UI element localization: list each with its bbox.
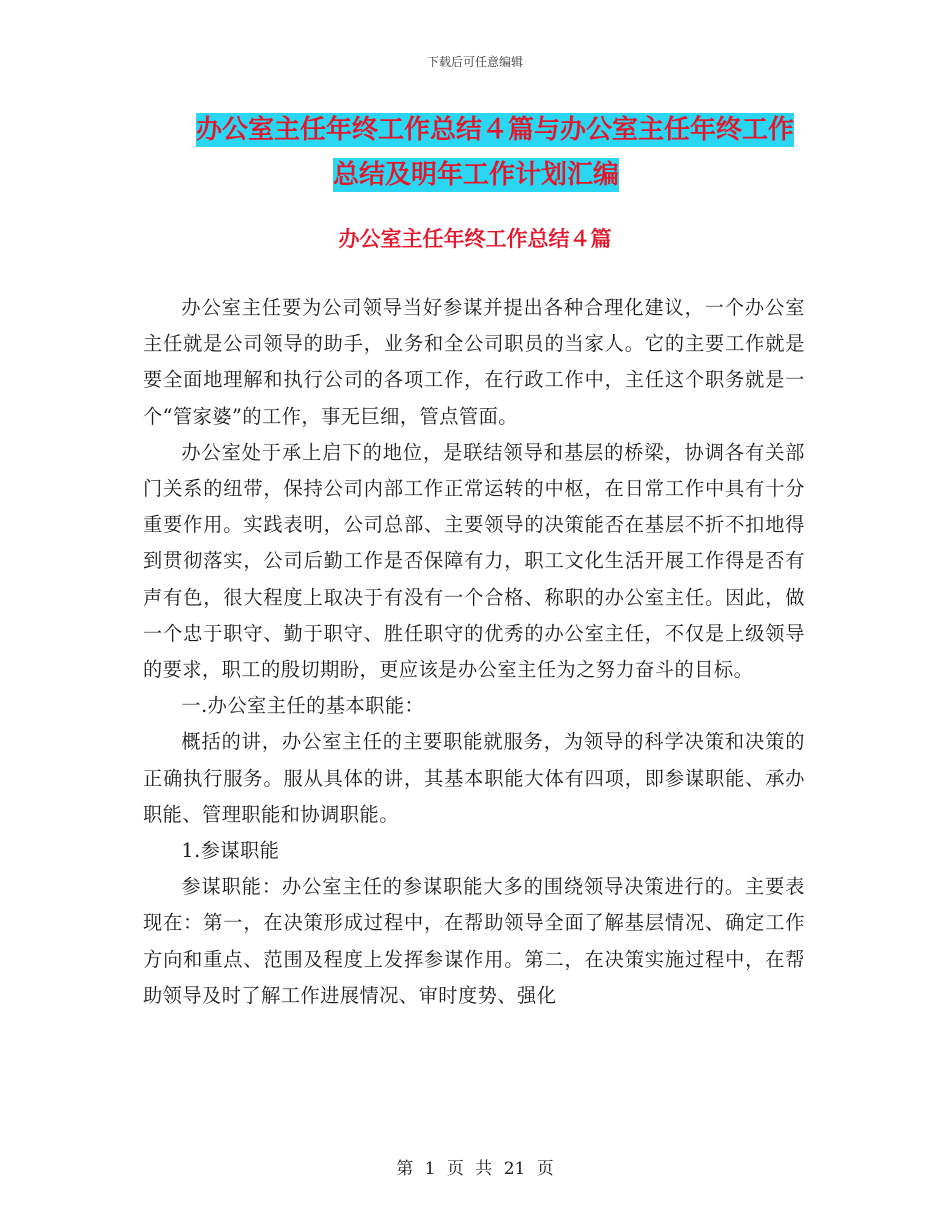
- title-line-2: 总结及明年工作计划汇编: [332, 160, 619, 190]
- paragraph: 参谋职能：办公室主任的参谋职能大多的围绕领导决策进行的。主要表现在：第一，在决策形成过程中，在帮助领导全面了解基层情况、确定工作方向和重点、范围及程度上发挥参谋作用。第二，在决策实施过程中，在帮助领导及时了解工作进展情况、审时度势、强化: [143, 875, 805, 1007]
- paragraph: 概括的讲，办公室主任的主要职能就服务，为领导的科学决策和决策的正确执行服务。服从具体的讲，其基本职能大体有四项，即参谋职能、承办职能、管理职能和协调职能。: [143, 730, 805, 826]
- document-title: [196, 108, 806, 198]
- paragraph-heading: 1.参谋职能: [181, 839, 280, 863]
- paragraph: 办公室处于承上启下的地位，是联结领导和基层的桥梁，协调各有关部门关系的纽带，保持公司内部工作正常运转的中枢，在日常工作中具有十分重要作用。实践表明，公司总部、主要领导的决策能否在基层不折不扣地得到贯彻落实，公司后勤工作是否保障有力，职工文化生活开展工作得是否有声有色，很大程度上取决于有没有一个合格、称职的办公室主任。因此，做一个忠于职守、勤于职守、胜任职守的优秀的办公室主任，不仅是上级领导的要求，职工的殷切期盼，更应该是办公室主任为之努力奋斗的目标。: [143, 440, 805, 682]
- document-body: [143, 290, 805, 1014]
- paragraph-heading: 一.办公室主任的基本职能：: [181, 694, 425, 718]
- title-line-1: 办公室主任年终工作总结４篇与办公室主任年终工作: [196, 115, 795, 145]
- page-indicator: 第 1 页 共 21 页: [396, 1159, 554, 1179]
- section-title: 办公室主任年终工作总结４篇: [338, 227, 612, 251]
- paragraph: 办公室主任要为公司领导当好参谋并提出各种合理化建议，一个办公室主任就是公司领导的助手，业务和全公司职员的当家人。它的主要工作就是要全面地理解和执行公司的各项工作，在行政工作中，主任这个职务就是一个“管家婆”的工作，事无巨细，管点管面。: [143, 296, 805, 428]
- header-note: 下载后可任意编辑: [426, 55, 523, 69]
